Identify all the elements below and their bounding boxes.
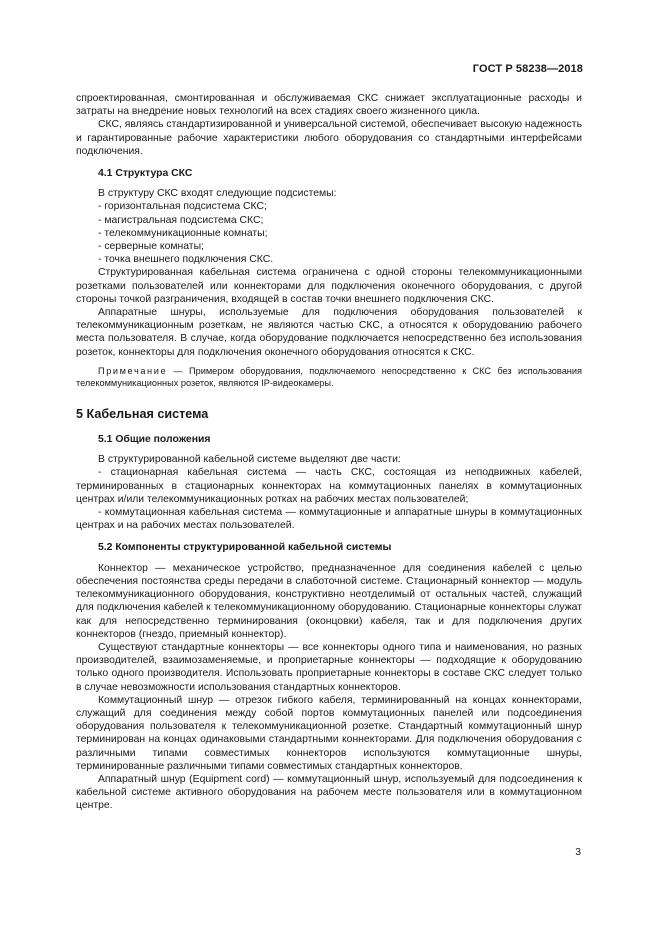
note xyxy=(76,365,582,389)
list-item: - телекоммуникационные комнаты; xyxy=(98,227,268,239)
section-heading-5-2: 5.2 Компоненты структурированной кабельной системы xyxy=(98,542,392,554)
paragraph: Коннектор — механическое устройство, предназначенное для соединения кабелей с целью обеспечения постоянства среды передачи в слаботочной системе. Стационарный коннектор — модуль телекоммуникационного оборудования, конструктивно неотделимый от остальных частей, служащий для подключения кабелей к телекоммуникационному оборудованию. Стационарные коннекторы служат как для непосредственно терминирования (оконцовки) кабеля, так и для подключения других коннекторов (гнездо, приемный коннектор). xyxy=(76,562,582,640)
document-body xyxy=(76,92,582,813)
paragraph: Аппаратные шнуры, используемые для подключения оборудования пользователей к телекоммуникационным розеткам, не являются частью СКС, а относятся к оборудованию рабочего места пользователя. В случае, когда оборудование подключается непосредственно без использования розеток, коннекторы для подключения оконечного оборудования относятся к СКС. xyxy=(76,307,582,358)
paragraph: спроектированная, смонтированная и обслуживаемая СКС снижает эксплуатационные расходы и затраты на внедрение новых технологий на всех стадиях своего жизненного цикла. xyxy=(76,93,582,118)
paragraph: В структурированной кабельной системе выделяют две части: xyxy=(98,454,401,466)
list-item: - точка внешнего подключения СКС. xyxy=(98,254,274,266)
section-heading-4-1: 4.1 Структура СКС xyxy=(98,168,193,180)
standard-code: ГОСТ Р 58238—2018 xyxy=(472,63,583,75)
paragraph: Структурированная кабельная система ограничена с одной стороны телекоммуникационными розетками пользователей или коннекторами для подключения оконечного оборудования, с другой стороны точкой разграничения, входящей в состав точки внешнего подключения СКС. xyxy=(76,267,582,305)
paragraph: В структуру СКС входят следующие подсистемы: xyxy=(98,188,337,200)
list-item: - горизонтальная подсистема СКС; xyxy=(98,201,267,213)
list-item: - серверные комнаты; xyxy=(98,241,204,253)
list-item: - магистральная подсистема СКС; xyxy=(98,214,264,226)
paragraph: Аппаратный шнур (Equipment cord) — коммутационный шнур, используемый для подсоединения к кабельной системе активного оборудования на рабочем месте пользователя или в коммутационном центре. xyxy=(76,773,582,812)
paragraph: Коммутационный шнур — отрезок гибкого кабеля, терминированный на концах коннекторами, служащий для соединения между собой портов коммутационных панелей или подсоединения оборудования пользователя к телекоммуникационной розетке. Стандартный коммутационный шнур терминирован на концах одинаковыми стандартными коннекторами. Для подключения оборудования с различными типами совместимых коннекторов используются коммутационные шнуры, терминированные различными типами совместимых стандартных коннекторов. xyxy=(76,694,582,772)
page-number: 3 xyxy=(575,847,581,858)
paragraph: СКС, являясь стандартизированной и универсальной системой, обеспечивает высокую надежность и гарантированные рабочие характеристики любого оборудования со стандартными интерфейсами подключения. xyxy=(76,119,582,157)
paragraph: Существуют стандартные коннекторы — все коннекторы одного типа и наименования, но разных производителей, взаимозаменяемые, и проприетарные коннекторы — подходящие к оборудованию только одного производителя. Использовать проприетарные коннекторы в составе СКС следует только в случае невозможности использования стандартных коннекторов. xyxy=(76,641,582,693)
section-heading-5: 5 Кабельная система xyxy=(76,406,209,421)
list-item: - коммутационная кабельная система — коммутационные и аппаратные шнуры в коммутационных центрах и на рабочих местах пользователей. xyxy=(76,507,582,532)
note-text: — Примером оборудования, подключаемого непосредственно к СКС без использования телекоммуникационных розеток, являются IP-видеокамеры. xyxy=(76,365,582,388)
list-item: - стационарная кабельная система — часть СКС, состоящая из неподвижных кабелей, терминированных в стационарных коннекторах на коммутационных панелях в коммутационных центрах и/или телекоммуникационных ротках на рабочих местах пользователей; xyxy=(76,467,582,505)
section-heading-5-1: 5.1 Общие положения xyxy=(98,434,211,446)
note-label: Примечание xyxy=(98,365,168,376)
